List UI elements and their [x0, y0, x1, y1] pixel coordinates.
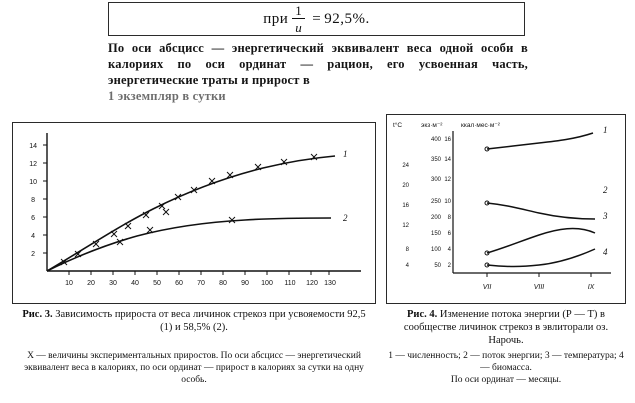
lead-line-3: усвоенная часть, энергетические траты и прирост в: [108, 57, 528, 87]
lead-line-2: одной особи в калориях по оси ординат — рацион, его: [108, 41, 529, 71]
lead-paragraph: [108, 40, 528, 104]
svg-text:2: 2: [447, 263, 451, 269]
svg-text:100: 100: [261, 280, 273, 287]
svg-text:20: 20: [87, 280, 95, 287]
svg-text:6: 6: [31, 215, 35, 222]
svg-text:12: 12: [402, 223, 409, 229]
svg-text:300: 300: [430, 177, 441, 183]
svg-text:16: 16: [444, 137, 451, 143]
svg-text:90: 90: [241, 280, 249, 287]
svg-text:8: 8: [31, 197, 35, 204]
svg-text:12: 12: [29, 161, 37, 168]
curve-4: [487, 249, 595, 267]
figure-4-chart: [387, 115, 623, 301]
formula-numerator: 1: [295, 3, 303, 18]
svg-text:IX: IX: [587, 284, 595, 291]
curve-1-label: 1: [343, 149, 348, 159]
y-axis-temperature-labels: [402, 163, 409, 269]
formula-expression: [109, 3, 524, 35]
figure-3-caption-prefix: Рис. 3.: [22, 309, 53, 320]
curve-1: [487, 133, 593, 149]
formula-equals: =: [312, 10, 322, 27]
figure-4-frame: [386, 114, 626, 304]
svg-text:4: 4: [31, 233, 35, 240]
svg-text:100: 100: [430, 247, 441, 253]
svg-text:200: 200: [430, 215, 441, 221]
figure-3-caption-text: Зависимость прироста от веса личинок стрекоз при усвояемости 92,5 (1) и 58,5% (2).: [55, 309, 366, 333]
curve-1-label: 1: [603, 125, 608, 135]
svg-text:8: 8: [405, 247, 409, 253]
figure-3-frame: [12, 122, 376, 304]
svg-text:120: 120: [306, 280, 318, 287]
svg-text:10: 10: [65, 280, 73, 287]
svg-text:4: 4: [405, 263, 409, 269]
svg-text:110: 110: [284, 280, 296, 287]
svg-text:VIII: VIII: [533, 284, 545, 291]
svg-text:14: 14: [444, 157, 451, 163]
svg-text:150: 150: [430, 231, 441, 237]
svg-text:50: 50: [153, 280, 161, 287]
curve-3: [487, 229, 595, 253]
svg-text:50: 50: [434, 263, 441, 269]
svg-text:8: 8: [447, 215, 451, 221]
curve-2-label: 2: [343, 213, 348, 223]
curve-2-label: 2: [603, 185, 608, 195]
svg-text:10: 10: [29, 179, 37, 186]
figure-4-note-line-2: По оси ординат — месяцы.: [450, 375, 562, 385]
axis-unit-count: экз·м⁻²: [421, 122, 443, 129]
lead-line-1: По оси абсцисс — энергетический эквивалент веса: [108, 41, 432, 55]
x-tick-labels: [483, 284, 595, 291]
figure-4-caption-text: Изменение потока энергии (Р — Т) в сообществе личинок стрекоз в эвлиторали оз. Нарочь.: [403, 309, 609, 346]
svg-text:350: 350: [430, 157, 441, 163]
svg-text:6: 6: [447, 231, 451, 237]
formula-box: [108, 2, 525, 36]
svg-text:40: 40: [131, 280, 139, 287]
lead-line-4: 1 экземпляр в сутки: [108, 89, 226, 103]
svg-text:12: 12: [444, 177, 451, 183]
figure-4-caption: [388, 308, 624, 347]
svg-text:60: 60: [175, 280, 183, 287]
svg-text:400: 400: [430, 137, 441, 143]
svg-text:70: 70: [197, 280, 205, 287]
figure-4-caption-prefix: Рис. 4.: [406, 309, 438, 320]
curve-4-label: 4: [603, 247, 608, 257]
svg-text:30: 30: [109, 280, 117, 287]
axis-unit-energy: ккал·мес·м⁻²: [461, 122, 500, 129]
formula-value: 92,5%.: [324, 10, 370, 27]
svg-text:VII: VII: [482, 284, 492, 291]
formula-prefix: при: [263, 10, 289, 27]
svg-text:24: 24: [402, 163, 409, 169]
curve-1: [47, 156, 335, 271]
formula-fraction: [292, 4, 305, 34]
figure-4-note: [388, 350, 624, 386]
svg-text:14: 14: [29, 143, 37, 150]
svg-text:20: 20: [402, 183, 409, 189]
curve-3-label: 3: [603, 211, 608, 221]
figure-3-chart: [13, 123, 373, 301]
svg-text:80: 80: [219, 280, 227, 287]
y-axis-energy-labels: [444, 137, 451, 269]
figure-3-note-text: X — величины экспериментальных приростов. По оси абсцисс — энергетический эквивалент веса в калориях, по оси ординат — прирост в калориях за сутки на одну особь.: [24, 351, 364, 385]
svg-text:130: 130: [324, 280, 336, 287]
formula-denominator: u: [295, 20, 303, 35]
svg-text:250: 250: [430, 199, 441, 205]
y-axis-count-labels: [431, 137, 442, 269]
curve-2: [487, 203, 595, 219]
figure-3-caption: [16, 308, 372, 334]
axis-unit-temperature: t°C: [393, 122, 403, 129]
y-tick-labels: [29, 143, 37, 258]
x-tick-labels: [65, 280, 336, 287]
svg-text:16: 16: [402, 203, 409, 209]
svg-text:4: 4: [447, 247, 451, 253]
svg-text:2: 2: [31, 251, 35, 258]
figure-4-note-line-1: 1 — численность; 2 — поток энергии; 3 — температура; 4 — биомасса.: [388, 351, 624, 373]
svg-text:10: 10: [444, 199, 451, 205]
figure-3-note: [16, 350, 372, 386]
x-tick-marks: [487, 273, 591, 277]
